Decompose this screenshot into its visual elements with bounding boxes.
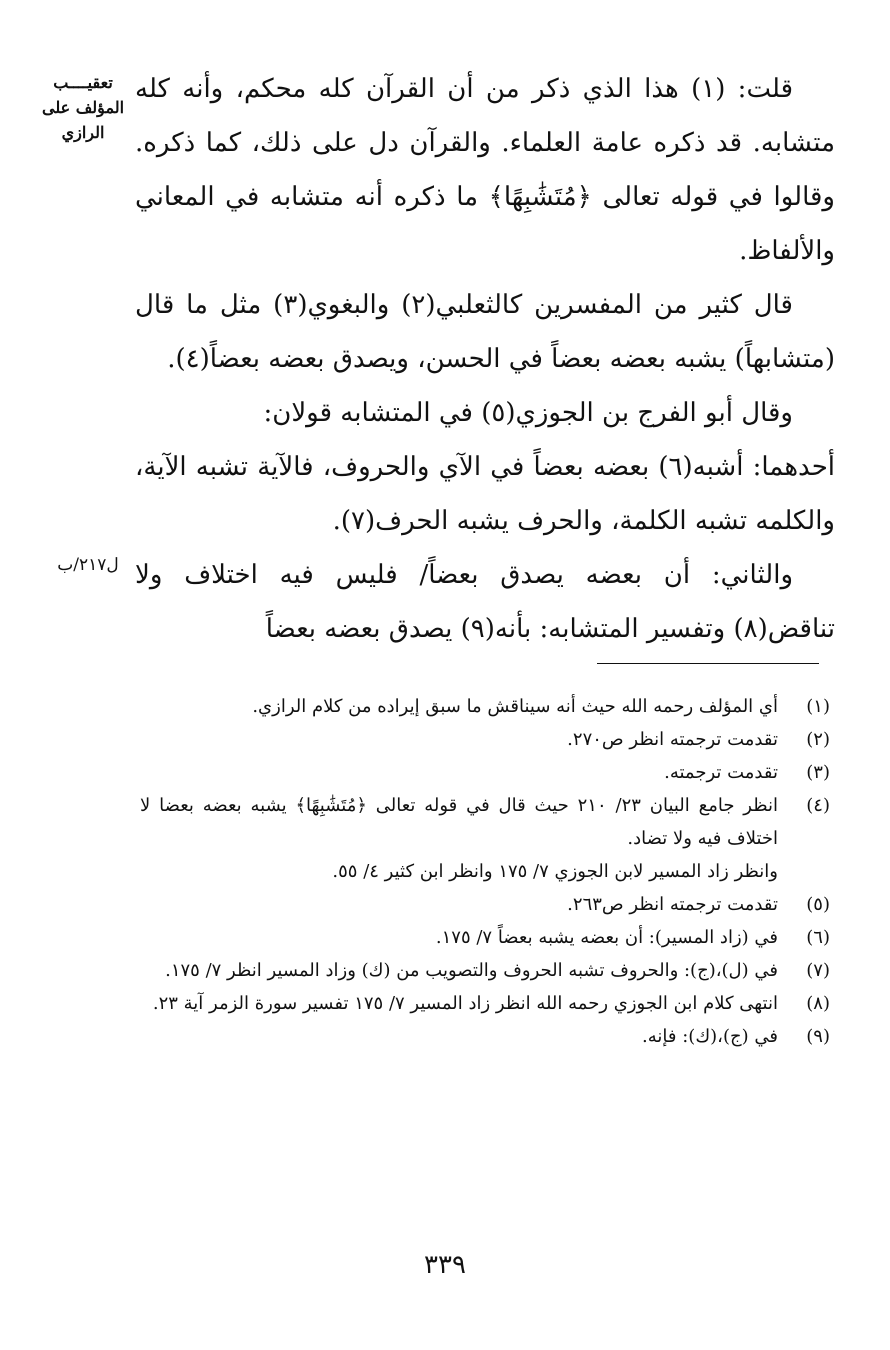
footnote [140, 987, 830, 1020]
footnote-number: (٨) [806, 993, 830, 1014]
footnote-text: تقدمت ترجمته. [664, 762, 778, 783]
footnote-number: (٤) [806, 795, 830, 816]
footnote-number: (٦) [806, 927, 830, 948]
footnote-text: أي المؤلف رحمه الله حيث أنه سيناقش ما سبق إيراده من كلام الرازي. [252, 696, 778, 717]
footnote [140, 756, 830, 789]
footnote-separator [597, 663, 819, 664]
footnote [140, 921, 830, 954]
footnote-number: (٧) [806, 960, 830, 981]
footnote-text-continued: وانظر زاد المسير لابن الجوزي ٧/ ١٧٥ وانظر ابن كثير ٤/ ٥٥. [332, 861, 778, 882]
footnote-text: في (ل)،(ج): والحروف تشبه الحروف والتصويب من (ك) وزاد المسير انظر ٧/ ١٧٥. [165, 960, 778, 981]
footnote-text: تقدمت ترجمته انظر ص٢٧٠. [567, 729, 778, 750]
paragraph-4: أحدهما: أشبه(٦) بعضه بعضاً في الآي والحروف، فالآية تشبه الآية، والكلمه تشبه الكلمة، والحرف يشبه الحرف(٧). [135, 452, 835, 536]
footnote [140, 690, 830, 723]
paragraph-3: وقال أبو الفرج بن الجوزي(٥) في المتشابه قولان: [263, 398, 793, 428]
footnote [140, 954, 830, 987]
footnote-text: في (زاد المسير): أن بعضه يشبه بعضاً ٧/ ١٧٥. [435, 927, 778, 948]
footnote-number: (٢) [806, 729, 830, 750]
footnote-text: تقدمت ترجمته انظر ص٢٦٣. [567, 894, 778, 915]
paragraph-2: قال كثير من المفسرين كالثعلبي(٢) والبغوي(٣) مثل ما قال (متشابهاً) يشبه بعضه بعضاً في الحسن، ويصدق بعضه بعضاً(٤). [135, 290, 835, 374]
footnote [140, 888, 830, 921]
footnotes [140, 690, 830, 1053]
footnote-number: (١) [806, 696, 830, 717]
footnote-text: انتهى كلام ابن الجوزي رحمه الله انظر زاد المسير ٧/ ١٧٥ تفسير سورة الزمر آية ٢٣. [152, 993, 778, 1014]
footnote-number: (٥) [806, 894, 830, 915]
footnote [140, 789, 830, 888]
footnote [140, 723, 830, 756]
footnote-text: انظر جامع البيان ٢٣/ ٢١٠ حيث قال في قوله تعالى ﴿مُتَشَٰبِهًا﴾ يشبه بعضه بعضا لا اختلاف فيه ولا تضاد. [140, 795, 778, 849]
page-number: ٣٣٩ [424, 1250, 466, 1280]
paragraph-1: قلت: (١) هذا الذي ذكر من أن القرآن كله محكم، وأنه كله متشابه. قد ذكره عامة العلماء. والقرآن دل على ذلك، كما ذكره. وقالوا في قوله تعالى ﴿مُتَشَٰبِهًا﴾ ما ذكره أنه متشابه في المعاني والألفاظ. [135, 74, 835, 266]
footnote-number: (٣) [806, 762, 830, 783]
paragraph-5: والثاني: أن بعضه يصدق بعضاً/ فليس فيه اختلاف ولا تناقض(٨) وتفسير المتشابه: بأنه(٩) يصدق بعضه بعضاً [135, 560, 835, 644]
footnote-text: في (ج)،(ك): فإنه. [642, 1026, 778, 1047]
margin-note: تعقيــــب المؤلف على الرازي [41, 73, 125, 142]
main-text [135, 62, 835, 656]
manuscript-folio-marker: ل٢١٧/ب [57, 555, 119, 575]
footnote [140, 1020, 830, 1053]
footnote-number: (٩) [806, 1026, 830, 1047]
